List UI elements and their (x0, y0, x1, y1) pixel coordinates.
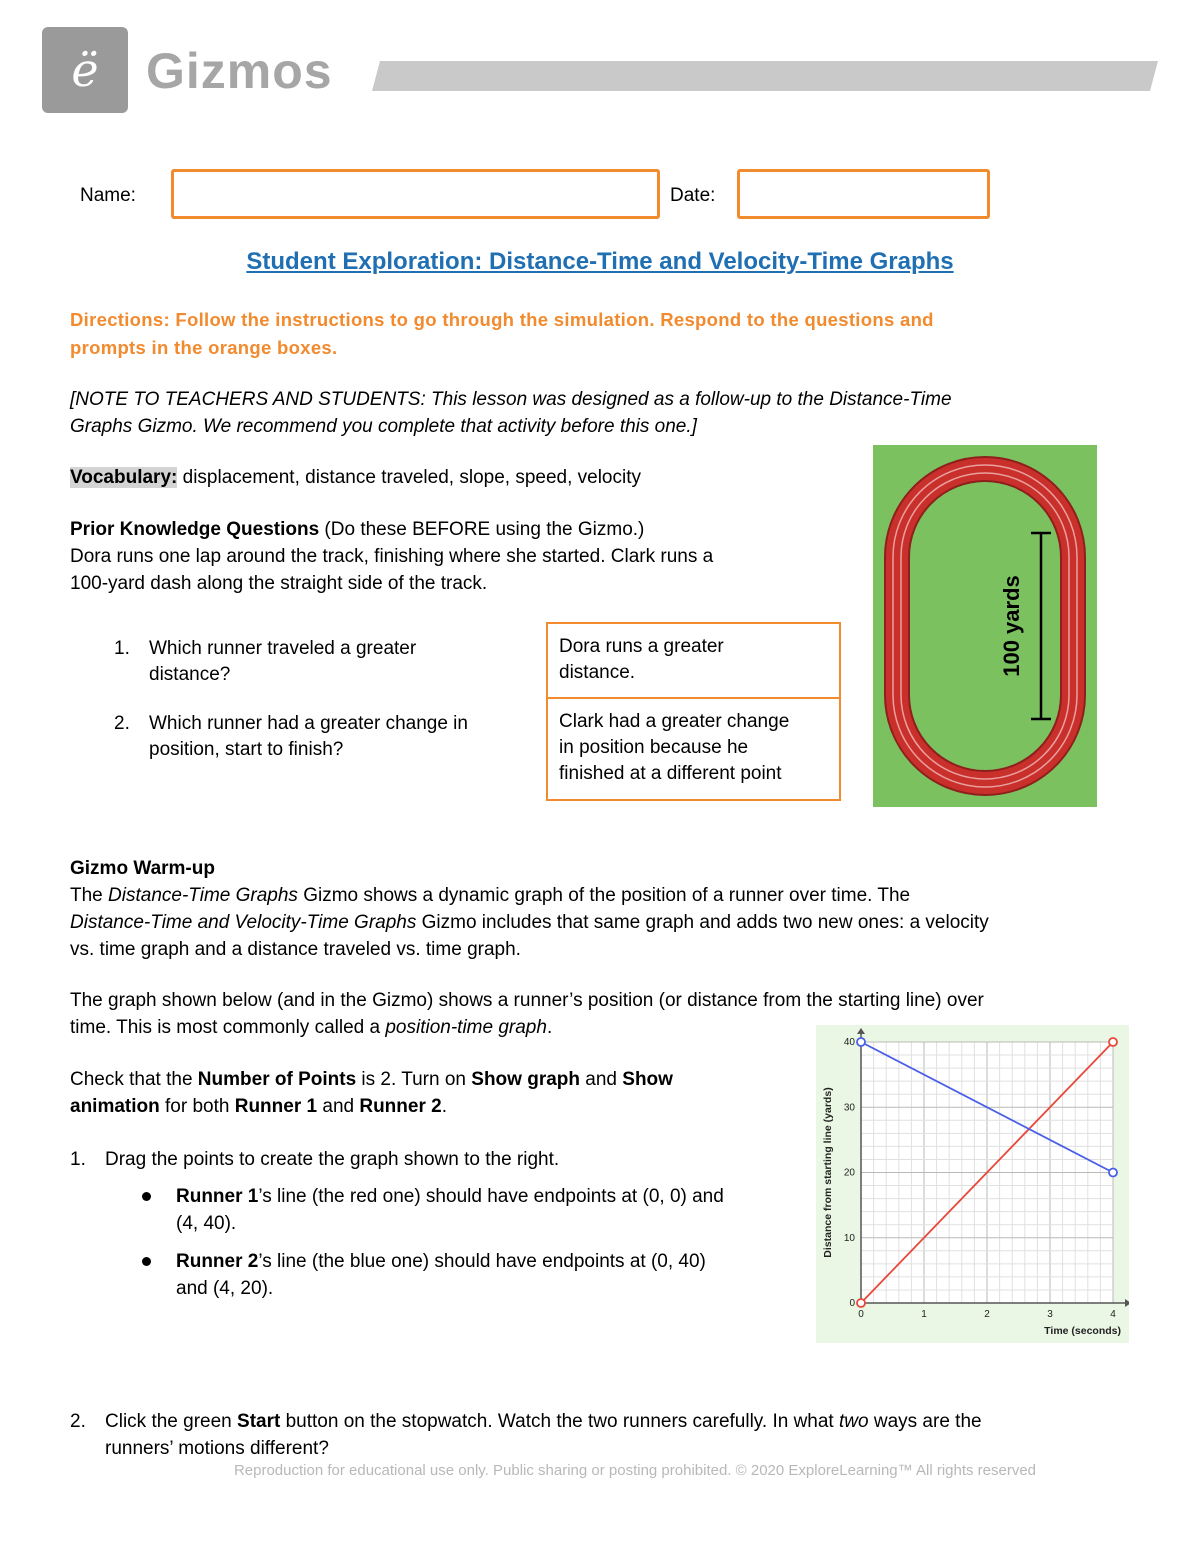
answer-1-line-1: Dora runs a greater (559, 636, 724, 657)
vocabulary-terms: displacement, distance traveled, slope, speed, velocity (177, 467, 642, 488)
vocabulary-label: Vocabulary: (70, 467, 178, 488)
warmup-p2-line-1: The graph shown below (and in the Gizmo) shows a runner’s position (or distance from the starting line) over (70, 990, 984, 1011)
x-axis-title: Time (seconds) (1044, 1325, 1121, 1337)
answer-box-2[interactable] (546, 697, 841, 801)
y-tick-label: 0 (849, 1298, 855, 1309)
brand-name: Gizmos (146, 43, 333, 99)
teacher-note (70, 386, 1110, 440)
y-tick-label: 30 (843, 1102, 855, 1114)
header-bar (372, 61, 1158, 91)
y-tick-label: 40 (843, 1037, 855, 1048)
question-1-text (149, 636, 539, 688)
name-field[interactable] (171, 169, 660, 219)
y-tick-label: 20 (843, 1167, 855, 1179)
prior-heading-note: (Do these BEFORE using the Gizmo.) (319, 519, 645, 540)
directions-line-1: Directions: Follow the instructions to go through the simulation. Respond to the questions and (70, 309, 934, 330)
step-2-number: 2. (70, 1411, 86, 1432)
question-1-line-2: distance? (149, 664, 231, 685)
warmup-p3 (70, 1066, 790, 1120)
bullet-2 (142, 1257, 151, 1266)
page-title: Student Exploration: Distance-Time and Velocity-Time Graphs (246, 248, 954, 275)
warmup-p1-line-1: The Distance-Time Graphs Gizmo shows a dynamic graph of the position of a runner over time. The (70, 885, 911, 906)
series-2-point (1109, 1169, 1117, 1177)
question-1-line-1: Which runner traveled a greater (149, 638, 417, 659)
y-tick-label: 10 (843, 1232, 855, 1244)
track-illustration (873, 445, 1097, 807)
date-label: Date: (670, 185, 716, 206)
name-label: Name: (80, 185, 136, 206)
date-field[interactable] (737, 169, 990, 219)
series-2-point (857, 1038, 865, 1046)
x-tick-label: 4 (1110, 1309, 1116, 1320)
logo-mark: ë (42, 27, 128, 113)
series-1-point (1109, 1038, 1117, 1046)
warmup-p1-line-3: vs. time graph and a distance traveled vs. time graph. (70, 939, 521, 960)
warmup-heading: Gizmo Warm-up (70, 858, 215, 879)
y-axis-title: Distance from starting line (yards) (822, 1087, 834, 1258)
chart-svg (816, 1025, 1129, 1343)
answer-2-line-1: Clark had a greater change (559, 711, 790, 732)
warmup-p2-line-2: time. This is most commonly called a position-time graph. (70, 1017, 553, 1038)
question-1-number: 1. (114, 638, 130, 659)
vocabulary (70, 464, 641, 491)
answer-box-1[interactable] (546, 622, 841, 699)
directions (70, 306, 1080, 362)
question-2-line-1: Which runner had a greater change in (149, 713, 468, 734)
footer-copyright: Reproduction for educational use only. Public sharing or posting prohibited. © 2020 ExploreLearning™ All rights reserved (233, 1462, 1037, 1479)
prior-line-1: Dora runs one lap around the track, finishing where she started. Clark runs a (70, 546, 714, 567)
answer-2-line-3: finished at a different point (559, 763, 782, 784)
bullet-1-text: Runner 1’s line (the red one) should have endpoints at (0, 0) and (4, 40). (176, 1186, 724, 1234)
question-2-number: 2. (114, 713, 130, 734)
warmup-p3-line-1: Check that the Number of Points is 2. Turn on Show graph and Show (70, 1069, 673, 1090)
prior-line-2: 100-yard dash along the straight side of the track. (70, 573, 488, 594)
x-tick-label: 0 (858, 1309, 864, 1320)
step-1-number: 1. (70, 1149, 86, 1170)
series-1-point (857, 1299, 865, 1307)
y-axis-arrow (857, 1028, 865, 1034)
answer-2-line-2: in position because he (559, 737, 749, 758)
position-time-graph (816, 1025, 1129, 1343)
bullet-2-text: Runner 2’s line (the blue one) should have endpoints at (0, 40) and (4, 20). (176, 1251, 706, 1299)
x-axis-arrow (1125, 1299, 1129, 1307)
prior-knowledge (70, 516, 850, 597)
directions-line-2: prompts in the orange boxes. (70, 337, 338, 358)
x-tick-label: 1 (921, 1309, 927, 1320)
x-tick-label: 3 (1047, 1309, 1053, 1320)
track-infield (909, 481, 1061, 771)
step-1-text: Drag the points to create the graph shown to the right. (105, 1149, 560, 1170)
question-2-text (149, 711, 539, 763)
track-svg (873, 445, 1097, 807)
warmup-p1-line-2: Distance-Time and Velocity-Time Graphs Gizmo includes that same graph and adds two new ones: a velocity (70, 912, 989, 933)
x-tick-label: 2 (984, 1309, 990, 1320)
question-2-line-2: position, start to finish? (149, 739, 344, 760)
warmup-section (70, 855, 1130, 963)
answer-1-line-2: distance. (559, 662, 636, 683)
track-label: 100 yards (999, 575, 1024, 677)
note-line-2: Graphs Gizmo. We recommend you complete that activity before this one.] (70, 416, 697, 437)
bullet-1 (142, 1192, 151, 1201)
warmup-p3-line-2: animation for both Runner 1 and Runner 2. (70, 1096, 447, 1117)
prior-heading: Prior Knowledge Questions (70, 519, 320, 540)
note-line-1: [NOTE TO TEACHERS AND STUDENTS: This lesson was designed as a follow-up to the Distance-Time (70, 389, 952, 410)
step-2-text: Click the green Start button on the stopwatch. Watch the two runners carefully. In what two ways are the runners’ motions different? (105, 1411, 982, 1459)
